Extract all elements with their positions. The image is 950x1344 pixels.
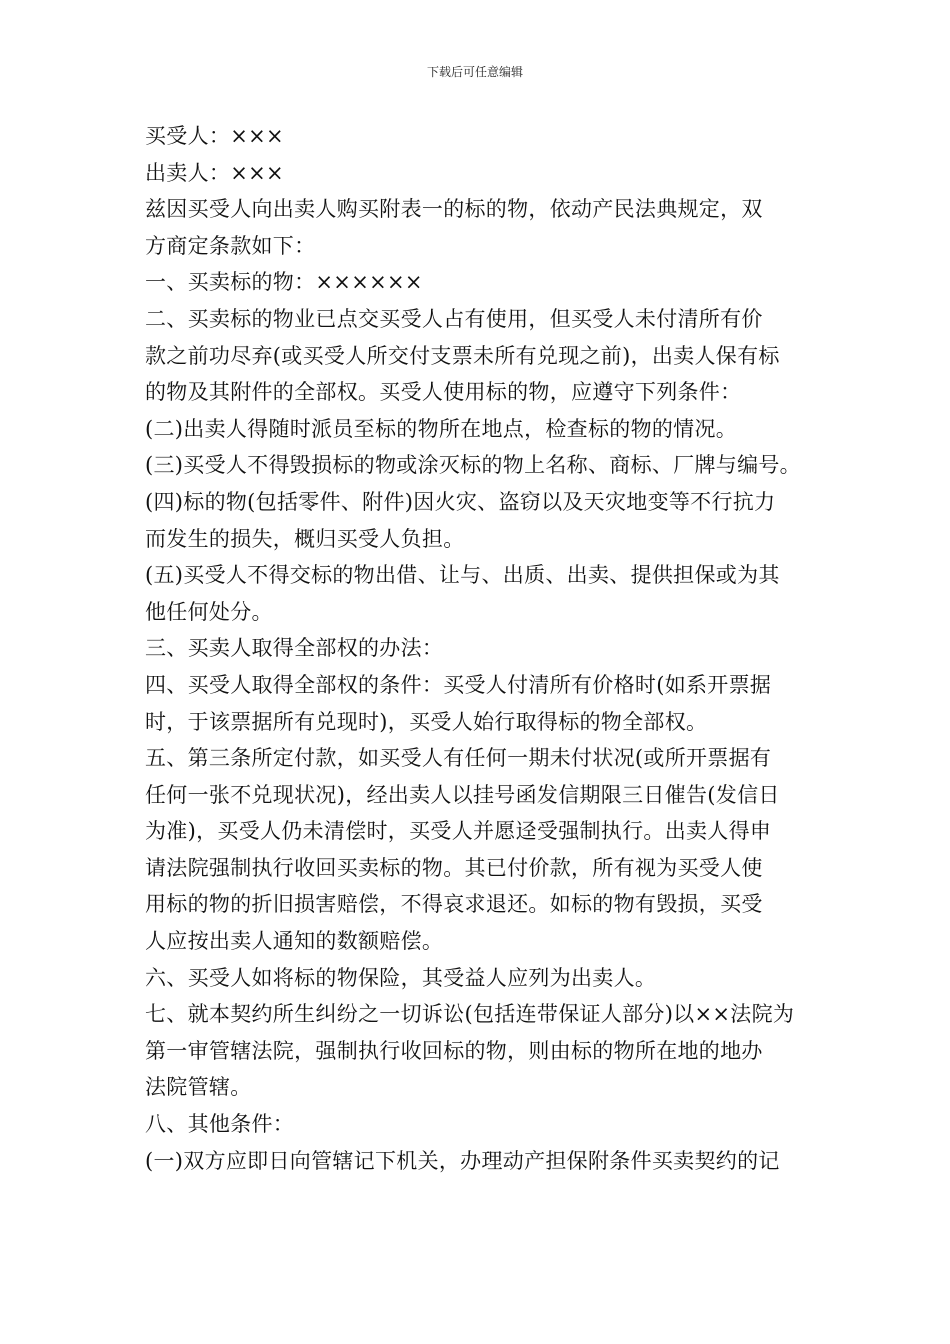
text-line: 而发生的损失，概归买受人负担。	[145, 526, 465, 551]
text-line: 为准)，买受人仍未清偿时，买受人并愿迳受强制执行。出卖人得申	[145, 819, 772, 844]
text-line: (一)双方应即日向管辖记下机关，办理动产担保附条件买卖契约的记	[145, 1148, 780, 1173]
text-line: (三)买受人不得毁损标的物或涂灭标的物上名称、商标、厂牌与编号。	[145, 453, 801, 478]
text-line: 四、买受人取得全部权的条件：买受人付清所有价格时(如系开票据	[145, 672, 772, 697]
text-line: 六、买受人如将标的物保险，其受益人应列为出卖人。	[145, 965, 657, 990]
text-line: 时，于该票据所有兑现时)，买受人始行取得标的物全部权。	[145, 709, 708, 734]
text-line: 的物及其附件的全部权。买受人使用标的物，应遵守下列条件：	[145, 380, 742, 405]
text-line: (四)标的物(包括零件、附件)因火灾、盗窃以及天灾地变等不行抗力	[145, 489, 776, 514]
text-line: 请法院强制执行收回买卖标的物。其已付价款，所有视为买受人使	[145, 855, 763, 880]
text-line: 二、买卖标的物业已点交买受人占有使用，但买受人未付清所有价	[145, 306, 763, 331]
text-line: 第一审管辖法院，强制执行收回标的物，则由标的物所在地的地办	[145, 1038, 763, 1063]
text-line: 一、买卖标的物：××××××	[145, 270, 423, 295]
text-line: 任何一张不兑现状况)，经出卖人以挂号函发信期限三日催告(发信日	[145, 782, 780, 807]
text-line: 出卖人：×××	[145, 160, 284, 185]
text-line: 七、就本契约所生纠纷之一切诉讼(包括连带保证人部分)以××法院为	[145, 1002, 795, 1027]
text-line: 三、买卖人取得全部权的办法：	[145, 636, 444, 661]
text-line: 他任何处分。	[145, 599, 273, 624]
text-line: 方商定条款如下：	[145, 233, 316, 258]
page-header: 下载后可任意编辑	[426, 65, 523, 79]
text-line: 五、第三条所定付款，如买受人有任何一期未付状况(或所开票据有	[145, 746, 772, 771]
text-line: (二)出卖人得随时派员至标的物所在地点，检查标的物的情况。	[145, 416, 738, 441]
text-line: 用标的物的折旧损害赔偿，不得哀求退还。如标的物有毁损，买受	[145, 892, 763, 917]
text-line: 法院管辖。	[145, 1075, 252, 1100]
text-line: 买受人：×××	[145, 124, 284, 148]
text-line: 兹因买受人向出卖人购买附表一的标的物，依动产民法典规定，双	[145, 197, 763, 222]
text-line: 款之前功尽弃(或买受人所交付支票未所有兑现之前)，出卖人保有标	[145, 343, 780, 368]
text-line: 八、其他条件：	[145, 1112, 295, 1137]
document-body	[145, 118, 817, 1179]
text-line: 人应按出卖人通知的数额赔偿。	[145, 929, 444, 954]
text-line: (五)买受人不得交标的物出借、让与、出质、出卖、提供担保或为其	[145, 563, 780, 588]
